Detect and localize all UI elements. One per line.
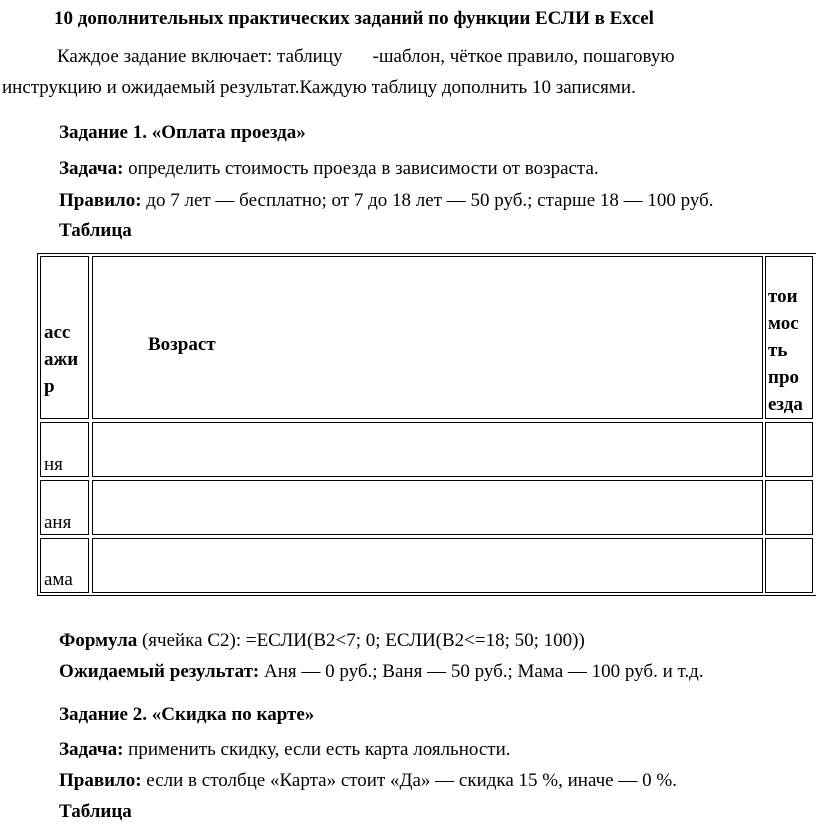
task1-rule-text: до 7 лет — бесплатно; от 7 до 18 лет — 50 руб.; старше 18 — 100 руб. bbox=[141, 190, 714, 211]
task2-heading: Задание 2. «Скидка по карте» bbox=[59, 704, 315, 725]
table-row-1-passenger bbox=[40, 422, 89, 477]
table-row-3-cost[interactable] bbox=[765, 538, 813, 593]
header-passenger-line-1: асс bbox=[44, 322, 71, 343]
header-cost-line-1: тои bbox=[768, 286, 798, 307]
task2-rule-text: если в столбце «Карта» стоит «Да» — скидка 15 %, иначе — 0 %. bbox=[141, 770, 677, 791]
table-row-3-passenger bbox=[40, 538, 89, 593]
row-3-passenger-text: ама bbox=[44, 569, 73, 590]
intro-line-1-part-a: Каждое задание включает: таблицу bbox=[57, 46, 343, 67]
intro-line-2: инструкцию и ожидаемый результат.Каждую таблицу дополнить 10 записями. bbox=[2, 77, 636, 98]
table-row-1-cost[interactable] bbox=[765, 422, 813, 477]
task1-task-line bbox=[59, 158, 599, 180]
table-row-1-age[interactable] bbox=[92, 422, 763, 477]
task2-task-line bbox=[59, 739, 511, 761]
header-cost-line-2: мос bbox=[768, 313, 799, 334]
task1-formula-text: (ячейка C2): =ЕСЛИ(B2<7; 0; ЕСЛИ(B2<=18; 50; 100)) bbox=[137, 630, 585, 651]
row-2-passenger-text: аня bbox=[44, 512, 72, 533]
task1-table-label: Таблица bbox=[59, 220, 132, 241]
header-passenger-line-3: р bbox=[44, 376, 55, 397]
header-cell-age bbox=[92, 256, 763, 419]
document-title: 10 дополнительных практических заданий по функции ЕСЛИ в Excel bbox=[54, 8, 654, 29]
table-row-2-cost[interactable] bbox=[765, 480, 813, 535]
task1-rule-line bbox=[59, 190, 714, 212]
task2-task-label: Задача: bbox=[59, 739, 124, 760]
task2-rule-label: Правило: bbox=[59, 770, 142, 791]
task2-rule-line bbox=[59, 770, 677, 792]
table-row-3-age[interactable] bbox=[92, 538, 763, 593]
task1-heading: Задание 1. «Оплата проезда» bbox=[59, 122, 306, 143]
header-cost-line-5: езда bbox=[768, 394, 803, 415]
header-cost-line-4: про bbox=[768, 367, 800, 388]
row-1-passenger-text: ня bbox=[44, 454, 63, 475]
header-cell-passenger bbox=[40, 256, 89, 419]
task2-task-text: применить скидку, если есть карта лояльности. bbox=[123, 739, 511, 760]
task1-task-label: Задача: bbox=[59, 158, 124, 179]
task2-table-label: Таблица bbox=[59, 801, 132, 822]
task1-task-text: определить стоимость проезда в зависимости от возраста. bbox=[123, 158, 599, 179]
task1-expected-label: Ожидаемый результат: bbox=[59, 661, 260, 682]
table-row-2-age[interactable] bbox=[92, 480, 763, 535]
header-cost-line-3: ть bbox=[768, 340, 788, 361]
intro-line-1-part-b: -шаблон, чёткое правило, пошаговую bbox=[372, 46, 675, 67]
header-cell-cost bbox=[765, 256, 813, 419]
task1-table bbox=[37, 253, 816, 596]
table-row-2-passenger bbox=[40, 480, 89, 535]
task1-rule-label: Правило: bbox=[59, 190, 142, 211]
header-age-label: Возраст bbox=[148, 334, 216, 355]
task1-formula-label: Формула bbox=[59, 630, 138, 651]
header-passenger-line-2: ажи bbox=[44, 349, 79, 370]
task1-expected-text: Аня — 0 руб.; Ваня — 50 руб.; Мама — 100 руб. и т.д. bbox=[259, 661, 704, 682]
intro-line-1 bbox=[57, 46, 675, 68]
task1-formula-line bbox=[59, 630, 585, 652]
task1-expected-line bbox=[59, 661, 704, 683]
